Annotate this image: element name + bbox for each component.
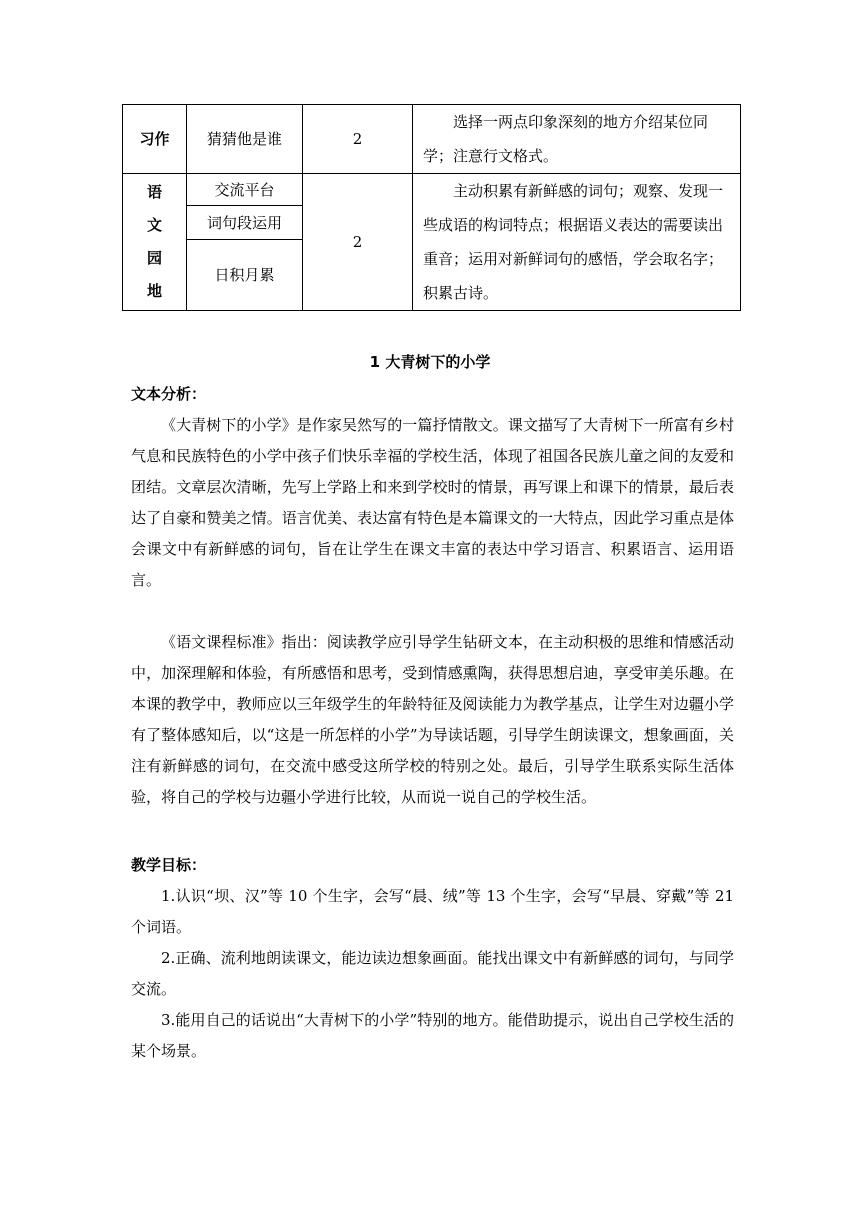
category-cell <box>123 174 187 311</box>
goal-cell <box>413 174 741 311</box>
category-char: 地 <box>146 282 162 300</box>
analysis-paragraph: 《大青树下的小学》是作家吴然写的一篇抒情散文。课文描写了大青树下一所富有乡村气息和民族特色的小学中孩子们快乐幸福的学校生活，体现了祖国各民族儿童之间的友爱和团结。文章层次清晰，先写上学路上和来到学校时的情景，再写课上和课下的情景，最后表达了自豪和赞美之情。语言优美、表达富有特色是本篇课文的一大特点，因此学习重点是体会课文中有新鲜感的词句，旨在让学生在课文丰富的表达中学习语言、积累语言、运用语言。 <box>131 416 734 589</box>
goal-text: 选择一两点印象深刻的地方介绍某位同学；注意行文格式。 <box>423 113 709 165</box>
table-row <box>123 174 741 206</box>
item-cell: 词句段运用 <box>187 206 303 240</box>
goals-heading: 教学目标： <box>131 856 207 874</box>
unit-plan-table <box>122 104 741 311</box>
hours-cell: 2 <box>303 105 413 174</box>
analysis-heading: 文本分析： <box>131 385 207 403</box>
item-cell: 交流平台 <box>187 174 303 206</box>
category-char: 文 <box>146 216 162 234</box>
hours-cell: 2 <box>303 174 413 311</box>
goal-cell <box>413 105 741 174</box>
goal-item: 1.认识“坝、汉”等 10 个生字，会写“晨、绒”等 13 个生字，会写“早晨、穿戴”等 21 个词语。 <box>131 887 734 936</box>
goal-text: 主动积累有新鲜感的词句；观察、发现一些成语的构词特点；根据语义表达的需要读出重音；运用对新鲜词句的感悟，学会取名字；积累古诗。 <box>423 182 724 302</box>
category-char: 语 <box>146 183 162 201</box>
goal-item: 2.正确、流利地朗读课文，能边读边想象画面。能找出课文中有新鲜感的词句，与同学交流。 <box>131 949 734 998</box>
table-row <box>123 105 741 174</box>
category-char: 园 <box>146 249 162 267</box>
item-cell: 日积月累 <box>187 240 303 311</box>
lesson-title: 1 大青树下的小学 <box>369 353 491 371</box>
category-cell: 习作 <box>123 105 187 174</box>
item-cell: 猜猜他是谁 <box>187 105 303 174</box>
goal-item: 3.能用自己的话说出“大青树下的小学”特别的地方。能借助提示，说出自己学校生活的某个场景。 <box>131 1011 734 1060</box>
analysis-paragraph: 《语文课程标准》指出：阅读教学应引导学生钻研文本，在主动积极的思维和情感活动中，加深理解和体验，有所感悟和思考，受到情感熏陶，获得思想启迪，享受审美乐趣。在本课的教学中，教师应以三年级学生的年龄特征及阅读能力为教学基点，让学生对边疆小学有了整体感知后，以“这是一所怎样的小学”为导读话题，引导学生朗读课文，想象画面，关注有新鲜感的词句，在交流中感受这所学校的特别之处。最后，引导学生联系实际生活体验，将自己的学校与边疆小学进行比较，从而说一说自己的学校生活。 <box>131 633 734 806</box>
